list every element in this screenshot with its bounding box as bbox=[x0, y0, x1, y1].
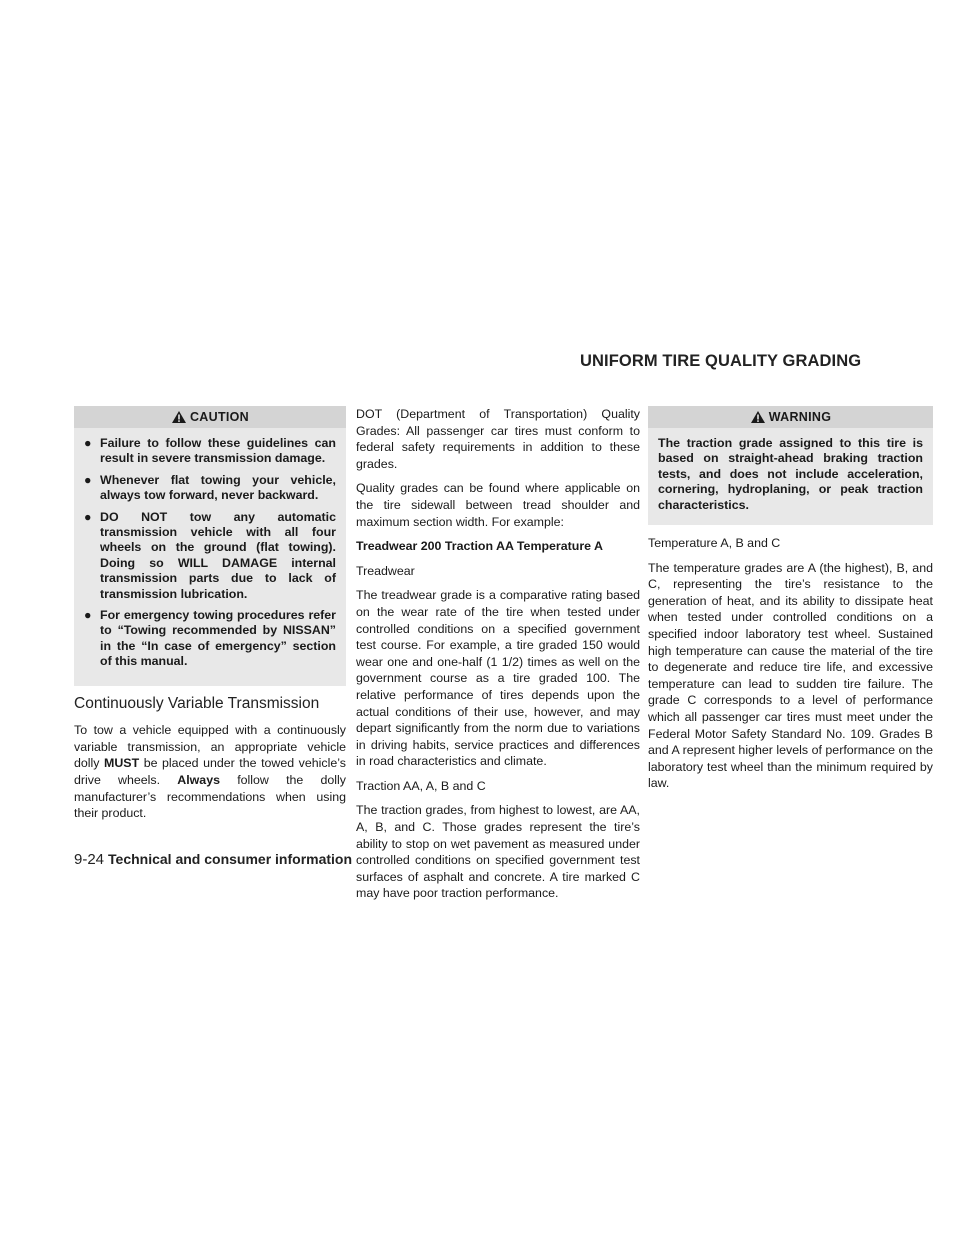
warning-title-bar bbox=[648, 406, 933, 428]
bullet-dot: ● bbox=[84, 509, 92, 524]
caution-list bbox=[84, 436, 336, 670]
traction-paragraph: The traction grades, from highest to lowest, are AA, A, B, and C. Those grades represent the tire’s ability to stop on wet pavement as measured under controlled conditions on specified government test surfaces of asphalt and concrete. A tire marked C may have poor traction performance. bbox=[356, 803, 640, 901]
caution-item: ● Failure to follow these guidelines can result in severe transmission damage. bbox=[84, 436, 336, 466]
section-heading: UNIFORM TIRE QUALITY GRADING bbox=[580, 352, 862, 370]
caution-item: ● Whenever flat towing your vehicle, always tow forward, never backward. bbox=[84, 472, 336, 503]
column-2 bbox=[356, 406, 640, 910]
found-paragraph: Quality grades can be found where applicable on the tire sidewall between tread shoulder and maximum section width. For example: bbox=[356, 481, 640, 529]
bullet-dot: ● bbox=[84, 436, 92, 450]
temperature-paragraph: The temperature grades are A (the highest), B, and C, representing the tire’s resistance to the generation of heat, and its ability to dissipate heat when tested under controlled conditions on a specified indoor laboratory test wheel. Sustained high temperature can cause the material of the tire to degenerate and reduce tire life, and excessive temperature can lead to sudden tire failure. The grade C corresponds to a level of performance which all passenger car tires must meet under the Federal Motor Safety Standard No. 109. Grades B and A represent higher levels of performance on the laboratory test wheel than the minimum required by law. bbox=[648, 560, 933, 791]
treadwear-label: Treadwear bbox=[356, 563, 415, 578]
bullet-dot: ● bbox=[84, 608, 92, 623]
dot-paragraph: DOT (Department of Transportation) Quality Grades: All passenger car tires must conform to federal safety requirements in addition to these grades. bbox=[356, 407, 640, 471]
caution-item: ● DO NOT tow any automatic transmission vehicle with all four wheels on the ground (flat towing). Doing so WILL DAMAGE internal transmission parts due to lack of transmission lubrication. bbox=[84, 509, 336, 601]
cvt-paragraph: To tow a vehicle equipped with a continuously variable transmission, an appropriate vehicle dolly MUST be placed under the towed vehicle’s drive wheels. Always follow the dolly manufacturer’s recommendations when using their product. bbox=[74, 723, 346, 821]
treadwear-paragraph: The treadwear grade is a comparative rating based on the wear rate of the tire when tested under controlled conditions on a specified government test course. For example, a tire graded 150 would wear one and one-half (1 1/2) times as well on the government course as a tire graded 100. The relative performance of tires depends upon the actual conditions of their use, however, and may depart significantly from the norm due to variations in driving habits, service practices and differences in road characteristics and climate. bbox=[356, 588, 640, 769]
warning-triangle-icon bbox=[750, 410, 766, 424]
caution-title: CAUTION bbox=[189, 409, 250, 424]
column-1 bbox=[74, 406, 346, 830]
warning-title: WARNING bbox=[768, 409, 832, 424]
footer-section-title: Technical and consumer information bbox=[108, 851, 353, 867]
cvt-heading: Continuously Variable Transmission bbox=[74, 694, 320, 712]
temperature-label: Temperature A, B and C bbox=[648, 536, 781, 551]
warning-triangle-icon bbox=[171, 410, 187, 424]
caution-box bbox=[74, 406, 346, 686]
page-footer bbox=[74, 851, 352, 868]
example-grade: Treadwear 200 Traction AA Temperature A bbox=[356, 539, 603, 554]
warning-text: The traction grade assigned to this tire is based on straight-ahead braking traction tests, and does not include acceleration, cornering, hydroplaning, or peak traction characteristics. bbox=[658, 436, 923, 512]
caution-item: ● For emergency towing procedures refer to “Towing recommended by NISSAN” in the “In case of emergency” section of this manual. bbox=[84, 608, 336, 669]
caution-title-bar bbox=[74, 406, 346, 428]
page-number: 9-24 bbox=[74, 851, 105, 868]
column-3 bbox=[648, 406, 933, 800]
bullet-dot: ● bbox=[84, 472, 92, 487]
warning-box bbox=[648, 406, 933, 525]
traction-label: Traction AA, A, B and C bbox=[356, 778, 486, 793]
